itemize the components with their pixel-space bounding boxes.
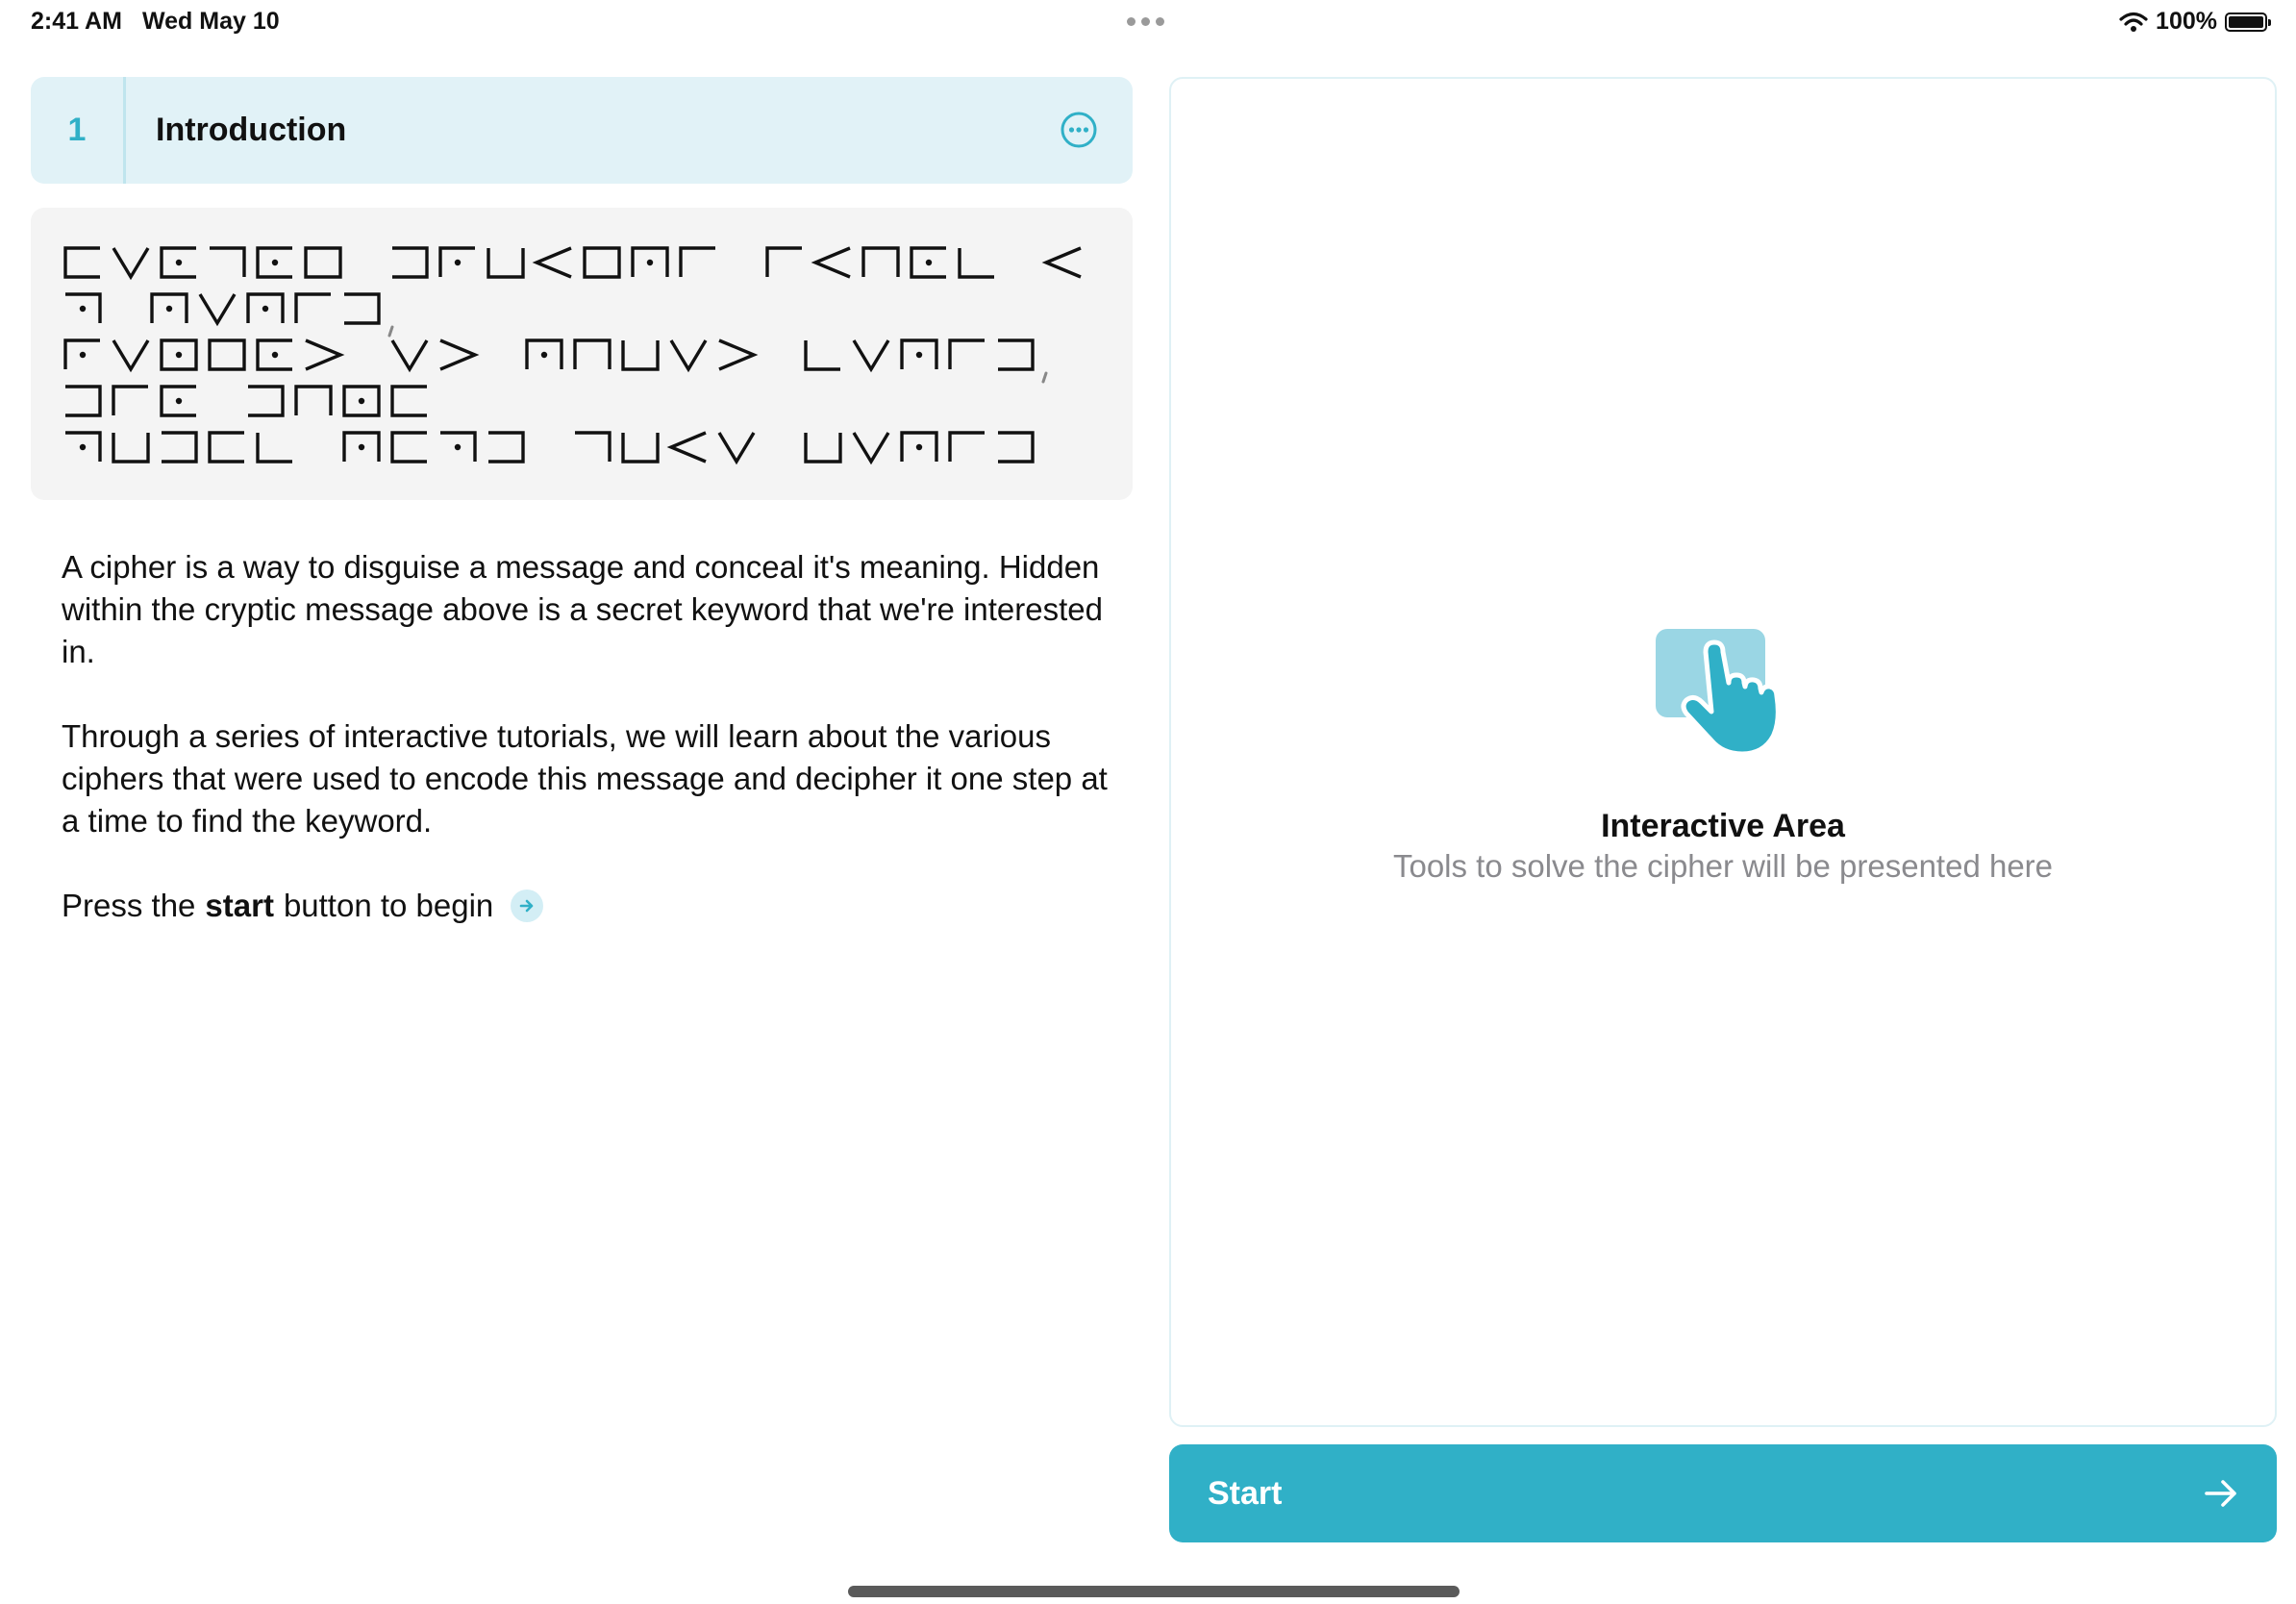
status-bar: [0, 0, 2296, 46]
description-paragraph-1: A cipher is a way to disguise a message and conceal it's meaning. Hidden within the cryptic message above is a secret keyword that we're interested in.: [62, 549, 1103, 669]
cipher-glyph-dot: [455, 260, 461, 265]
cipher-glyph: [113, 387, 148, 415]
press-start-instruction: [62, 885, 1119, 927]
arrow-right-circle-icon: [511, 890, 543, 922]
interactive-area-subtitle: Tools to solve the cipher will be presented here: [1392, 848, 2054, 884]
cipher-glyph: [296, 387, 331, 415]
cipher-glyph: [998, 340, 1033, 369]
cipher-glyph: [767, 248, 802, 277]
ellipsis-circle-icon[interactable]: [1060, 111, 1098, 149]
press-bold-start: start: [205, 888, 274, 923]
cipher-glyph: [392, 248, 427, 277]
cipher-glyph: [998, 433, 1033, 462]
start-button-label: Start: [1208, 1474, 1283, 1512]
cipher-comma: [1043, 373, 1046, 382]
cipher-glyph: [392, 433, 427, 462]
cipher-glyph-dot: [541, 352, 547, 358]
multitasking-dots-icon[interactable]: [1127, 17, 1164, 26]
cipher-glyph: [1046, 248, 1081, 277]
cipher-glyph: [488, 433, 523, 462]
press-prefix: Press the: [62, 888, 196, 923]
cipher-glyph: [806, 433, 840, 462]
cipher-glyph: [392, 387, 427, 415]
cipher-glyph-dot: [176, 398, 182, 404]
battery-icon: [2225, 13, 2267, 32]
cipher-glyph: [806, 340, 840, 369]
cipher-glyph: [585, 248, 619, 277]
cipher-glyph: [306, 248, 340, 277]
cipher-glyph-dot: [272, 352, 278, 358]
cipher-glyph: [248, 387, 283, 415]
cipher-glyph: [344, 294, 379, 323]
start-button[interactable]: [1169, 1444, 2277, 1542]
cipher-glyph-dot: [80, 352, 86, 358]
step-number: 1: [67, 112, 87, 148]
cipher-glyph: [65, 387, 100, 415]
interactive-area[interactable]: [1169, 77, 2277, 1427]
cipher-glyphs: [31, 208, 1133, 500]
cipher-glyph: [65, 248, 100, 277]
cipher-glyph: [950, 433, 985, 462]
cipher-glyph: [210, 340, 244, 369]
cipher-glyph: [392, 340, 427, 369]
cipher-glyph: [854, 340, 888, 369]
cipher-glyph: [960, 248, 994, 277]
cipher-glyph: [162, 433, 196, 462]
interactive-area-title: Interactive Area: [1601, 808, 1845, 844]
cipher-glyph: [210, 433, 244, 462]
cipher-glyph: [575, 340, 610, 369]
cipher-glyph: [440, 340, 475, 369]
cipher-glyph-dot: [262, 306, 268, 312]
cipher-glyph-dot: [926, 260, 932, 265]
cipher-glyph: [488, 248, 523, 277]
cipher-glyph: [113, 433, 148, 462]
cipher-glyph-dot: [359, 398, 364, 404]
step-divider: [123, 77, 126, 184]
description-paragraph-2: Through a series of interactive tutorials, we will learn about the various ciphers that were used to encode this message and decipher it one step at a time to find the keyword.: [62, 718, 1108, 839]
cipher-glyph: [575, 433, 610, 462]
cipher-glyph-dot: [80, 306, 86, 312]
cipher-glyph: [854, 433, 888, 462]
cipher-glyph-dot: [176, 260, 182, 265]
cipher-glyph-dot: [272, 260, 278, 265]
cipher-glyph: [719, 340, 754, 369]
arrow-right-icon: [2204, 1476, 2238, 1511]
cipher-glyph-dot: [916, 444, 922, 450]
cipher-glyph: [863, 248, 898, 277]
cipher-glyph: [815, 248, 850, 277]
home-indicator[interactable]: [848, 1586, 1460, 1597]
step-title: Introduction: [156, 112, 347, 148]
cipher-glyph-dot: [359, 444, 364, 450]
step-header: [31, 77, 1133, 184]
status-time: 2:41 AM: [31, 8, 122, 35]
cipher-glyph: [681, 248, 715, 277]
press-suffix: button to begin: [283, 888, 494, 923]
cipher-message-box: [31, 208, 1133, 500]
hand-tap-icon: [1652, 625, 1796, 760]
wifi-icon: [2119, 12, 2148, 33]
cipher-glyph-dot: [455, 444, 461, 450]
cipher-glyph: [210, 248, 244, 277]
cipher-glyph: [623, 340, 658, 369]
battery-percent: 100%: [2156, 8, 2217, 35]
cipher-glyph-dot: [647, 260, 653, 265]
cipher-comma: [389, 327, 392, 336]
cipher-glyph-dot: [916, 352, 922, 358]
cipher-glyph: [306, 340, 340, 369]
cipher-glyph: [623, 433, 658, 462]
cipher-glyph: [537, 248, 571, 277]
cipher-glyph-dot: [166, 306, 172, 312]
cipher-glyph: [296, 294, 331, 323]
cipher-glyph: [671, 433, 706, 462]
cipher-glyph: [113, 248, 148, 277]
status-right: [2119, 8, 2267, 36]
cipher-glyph: [950, 340, 985, 369]
cipher-glyph: [719, 433, 754, 462]
cipher-glyph: [200, 294, 235, 323]
status-date: Wed May 10: [142, 8, 280, 35]
cipher-glyph-dot: [176, 352, 182, 358]
cipher-glyph: [113, 340, 148, 369]
cipher-glyph-dot: [80, 444, 86, 450]
cipher-glyph: [671, 340, 706, 369]
cipher-glyph: [258, 433, 292, 462]
